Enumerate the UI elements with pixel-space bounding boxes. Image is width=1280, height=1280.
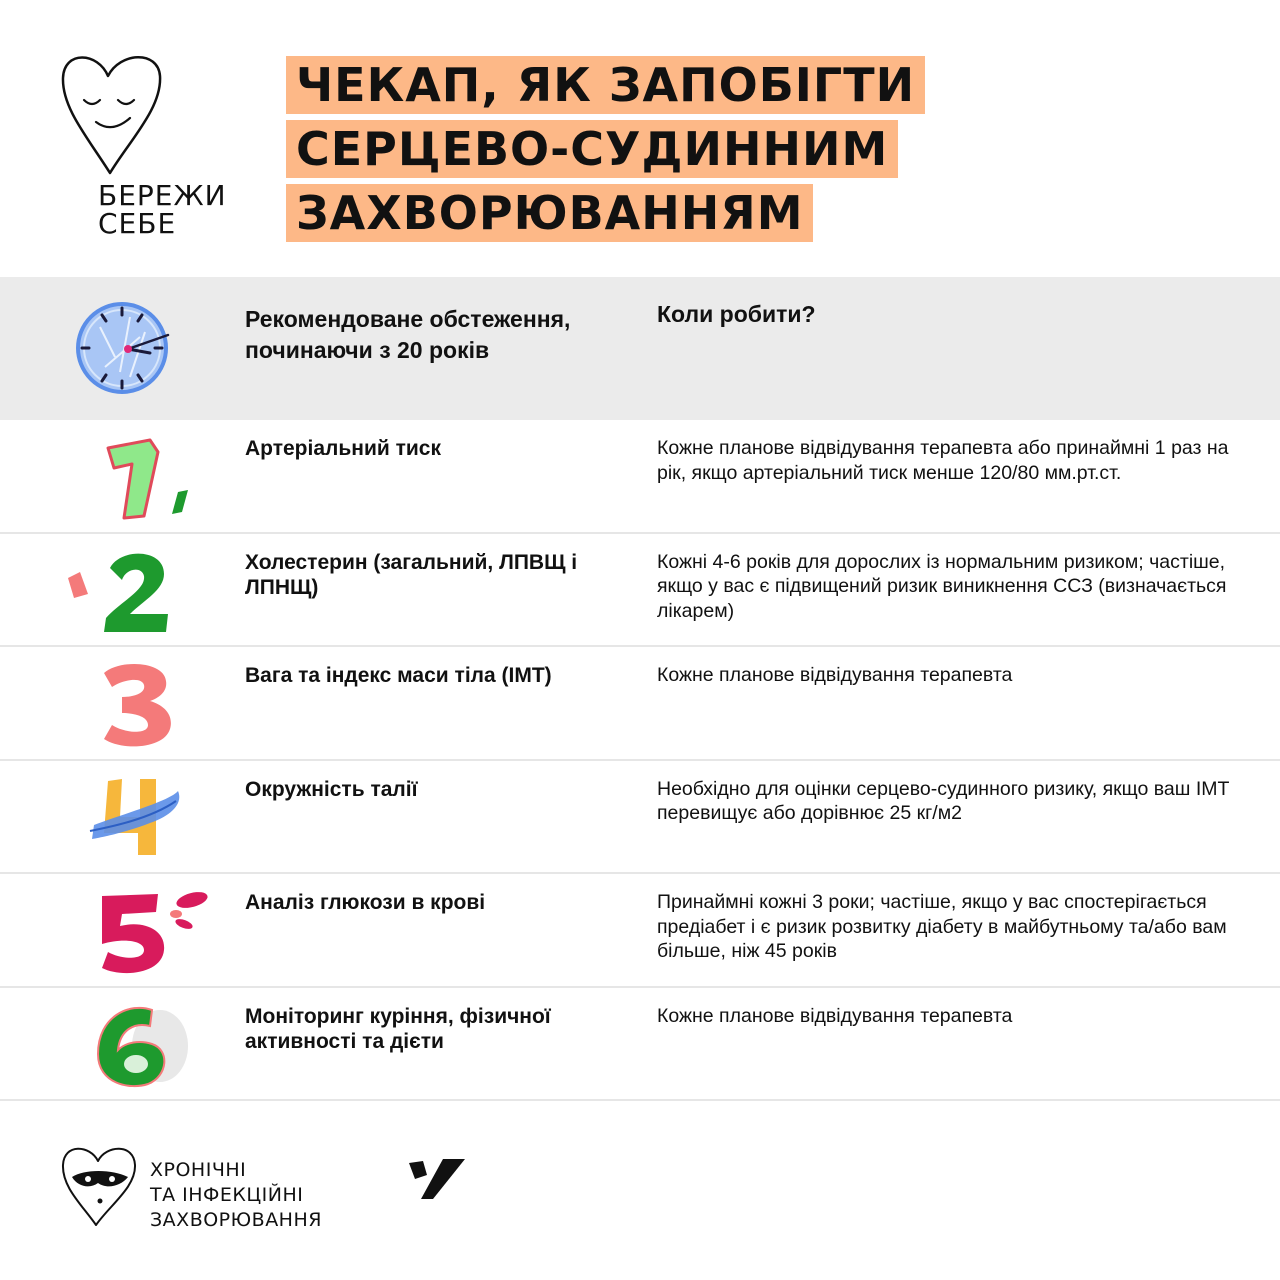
header-col-test: Рекомендоване обстеження, починаючи з 20 років <box>245 306 571 363</box>
test-name: Вага та індекс маси тіла (ІМТ) <box>245 664 552 687</box>
footer-caption <box>150 1158 322 1233</box>
number-3-icon <box>60 647 210 759</box>
number-4-icon <box>60 761 210 873</box>
test-frequency: Кожне планове відвідування терапевта <box>657 1004 1013 1027</box>
page-title <box>286 56 925 248</box>
test-name: Аналіз глюкози в крові <box>245 891 486 914</box>
test-name: Артеріальний тиск <box>245 437 441 460</box>
table-header <box>0 277 1280 420</box>
title-line-3: ЗАХВОРЮВАННЯМ <box>286 184 813 242</box>
number-1-icon <box>60 420 210 532</box>
brand-logo <box>58 48 228 238</box>
test-name: Окружність талії <box>245 777 418 801</box>
clock-icon <box>60 277 210 420</box>
table-row <box>0 534 1280 648</box>
title-line-1: ЧЕКАП, ЯК ЗАПОБІГТИ <box>286 56 925 114</box>
footer-line-1: ХРОНІЧНІ <box>150 1159 247 1181</box>
test-frequency: Необхідно для оцінки серцево-судинного ризику, якщо ваш ІМТ перевищує або дорівнює 25 кг/м2 <box>657 777 1230 824</box>
table-row <box>0 874 1280 988</box>
test-name: Холестерин (загальний, ЛПВЩ і ЛПНЩ) <box>245 550 578 599</box>
table-row <box>0 647 1280 761</box>
number-6-icon <box>60 988 210 1100</box>
header-col-when: Коли робити? <box>657 301 816 327</box>
heart-mask-icon <box>60 1143 140 1228</box>
brand-line-1: БЕРЕЖИ <box>98 179 227 212</box>
footer-line-3: ЗАХВОРЮВАННЯ <box>150 1209 322 1231</box>
smiling-heart-icon <box>58 48 168 178</box>
test-frequency: Кожні 4-6 років для дорослих із нормальним ризиком; частіше, якщо у вас є підвищений ризик виникнення ССЗ (визначається лікарем) <box>657 550 1227 622</box>
partner-logo-icon <box>405 1155 467 1203</box>
checkup-table <box>0 277 1280 1101</box>
table-row <box>0 761 1280 875</box>
test-name: Моніторинг куріння, фізичної активності та дієти <box>245 1004 551 1053</box>
table-row <box>0 420 1280 534</box>
brand-line-2: СЕБЕ <box>98 207 177 240</box>
number-2-icon <box>60 534 210 646</box>
table-row <box>0 988 1280 1102</box>
test-frequency: Кожне планове відвідування терапевта або принаймні 1 раз на рік, якщо артеріальний тиск менше 120/80 мм.рт.ст. <box>657 437 1229 484</box>
test-frequency: Кожне планове відвідування терапевта <box>657 664 1013 686</box>
footer-line-2: ТА ІНФЕКЦІЙНІ <box>150 1184 304 1206</box>
test-frequency: Принаймні кожні 3 роки; частіше, якщо у вас спостерігається предіабет і є ризик розвитку діабету в майбутньому та/або вам більше, ніж 45 років <box>657 891 1227 962</box>
number-5-icon <box>60 874 210 986</box>
title-line-2: СЕРЦЕВО-СУДИННИМ <box>286 120 898 178</box>
